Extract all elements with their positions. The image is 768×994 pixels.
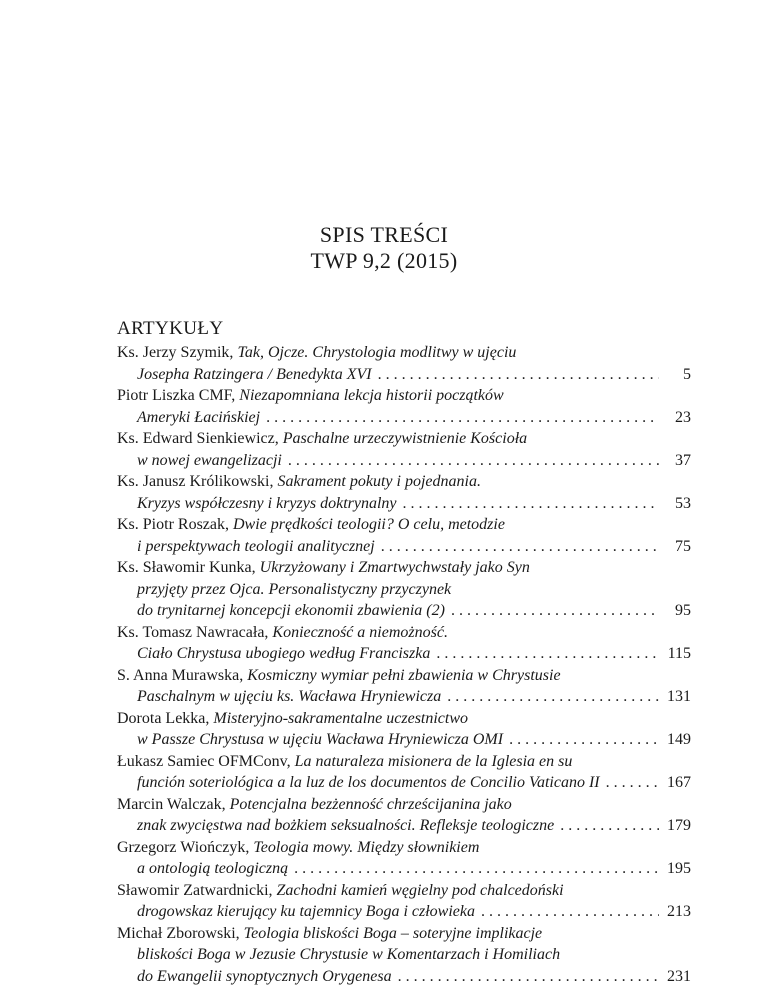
toc-entry-last-line — [117, 536, 691, 558]
title-block — [0, 222, 768, 274]
toc-entry-last-line — [117, 729, 691, 751]
toc-title: La naturaleza misionera de la Iglesia en su — [294, 752, 573, 770]
dot-leader — [451, 600, 659, 622]
toc-entry[interactable] — [117, 665, 691, 708]
toc-entry[interactable] — [117, 342, 691, 385]
toc-author: Ks. Piotr Roszak, — [117, 516, 233, 533]
toc-entry[interactable] — [117, 514, 691, 557]
toc-author: Grzegorz Wiończyk, — [117, 838, 254, 856]
toc-entry[interactable] — [117, 557, 691, 622]
page-number[interactable]: 37 — [675, 451, 691, 469]
toc-entry[interactable] — [117, 837, 691, 880]
toc-title: Paschalne urzeczywistnienie Kościoła — [282, 430, 528, 447]
toc-author: Sławomir Zatwardnicki, — [117, 881, 277, 899]
toc-entry-last-line — [117, 966, 691, 988]
toc-title-end: Ciało Chrystusa ubogiego według Franciszka — [137, 645, 431, 662]
toc-title: Ukrzyżowany i Zmartwychwstały jako Syn — [259, 559, 530, 576]
toc-entry-last-line — [117, 407, 691, 429]
toc-title-end: Ameryki Łacińskiej — [137, 408, 261, 426]
toc-title-end: Kryzys współczesny i kryzys doktrynalny — [137, 494, 397, 512]
dot-leader — [606, 772, 659, 794]
toc-author: Ks. Sławomir Kunka, — [117, 559, 260, 576]
toc-title-end: Josepha Ratzingera / Benedykta XVI — [137, 365, 372, 383]
dot-leader — [481, 901, 659, 923]
toc-author: Ks. Jerzy Szymik, — [117, 344, 238, 361]
toc-title: Zachodni kamień węgielny pod chalcedoński — [276, 881, 564, 899]
dot-leader — [560, 815, 659, 837]
toc-entry-last-line — [117, 858, 691, 880]
page-number[interactable]: 95 — [675, 602, 691, 619]
page-number[interactable]: 5 — [683, 365, 691, 383]
toc-entry-last-line — [117, 364, 691, 386]
toc-title-end: drogowskaz kierujący ku tajemnicy Boga i człowieka — [137, 903, 475, 920]
toc-entry[interactable] — [117, 622, 691, 665]
toc-entry[interactable] — [117, 428, 691, 471]
toc-entry[interactable] — [117, 708, 691, 751]
page-number[interactable]: 231 — [667, 967, 691, 985]
toc-title: Niezapomniana lekcja historii początków — [239, 387, 504, 404]
toc-title: Potencjalna bezżenność chrześcijanina jako — [229, 795, 512, 813]
page-number[interactable]: 167 — [667, 774, 691, 791]
toc-entry-first-line — [117, 514, 691, 536]
toc-entry[interactable] — [117, 923, 691, 988]
toc-entry-first-line — [117, 751, 691, 773]
table-of-contents — [117, 342, 691, 987]
toc-title-end: znak zwycięstwa nad bożkiem seksualności. Refleksje teologiczne — [137, 817, 555, 834]
dot-leader — [398, 966, 659, 988]
page-number[interactable]: 131 — [667, 688, 691, 705]
toc-entry-first-line — [117, 622, 691, 644]
toc-title: Dwie prędkości teologii? O celu, metodzie — [233, 516, 505, 533]
toc-entry-first-line — [117, 342, 691, 364]
toc-title-end: w Passze Chrystusa w ujęciu Wacława Hryniewicza OMI — [137, 731, 504, 748]
toc-title-end: do trynitarnej koncepcji ekonomii zbawienia (2) — [137, 602, 445, 619]
page-number[interactable]: 213 — [667, 903, 691, 920]
dot-leader — [288, 450, 659, 472]
page-title: SPIS TREŚCI — [319, 222, 449, 247]
toc-entry-last-line — [117, 772, 691, 794]
dot-leader — [294, 858, 659, 880]
toc-entry-first-line — [117, 665, 691, 687]
toc-author: Marcin Walczak, — [117, 795, 230, 813]
toc-entry-first-line — [117, 880, 691, 902]
page-number[interactable]: 115 — [667, 645, 691, 662]
toc-title-continuation: bliskości Boga w Jezusie Chrystusie w Komentarzach i Homiliach — [137, 946, 561, 963]
toc-author: Piotr Liszka CMF, — [117, 387, 240, 404]
toc-author: Ks. Janusz Królikowski, — [117, 473, 278, 490]
dot-leader — [378, 364, 659, 386]
toc-entry-first-line — [117, 428, 691, 450]
toc-entry[interactable] — [117, 751, 691, 794]
toc-title: Konieczność a niemożność. — [272, 623, 448, 641]
toc-entry[interactable] — [117, 880, 691, 923]
page-number[interactable]: 23 — [675, 408, 691, 426]
toc-title: Teologia mowy. Między słownikiem — [253, 838, 480, 856]
toc-entry-last-line — [117, 493, 691, 515]
toc-author: Łukasz Samiec OFMConv, — [117, 752, 295, 770]
page-number[interactable]: 149 — [667, 731, 691, 748]
dot-leader — [436, 643, 659, 665]
toc-title-end: función soteriológica a la luz de los documentos de Concilio Vaticano II — [137, 774, 600, 791]
toc-entry[interactable] — [117, 794, 691, 837]
toc-author: Ks. Tomasz Nawracała, — [117, 623, 273, 641]
toc-title: Tak, Ojcze. Chrystologia modlitwy w ujęciu — [237, 344, 517, 361]
page-number[interactable]: 53 — [675, 494, 691, 512]
page-number[interactable]: 195 — [667, 860, 691, 877]
toc-title: Kosmiczny wymiar pełni zbawienia w Chrystusie — [247, 666, 561, 684]
toc-entry-first-line — [117, 471, 691, 493]
toc-title-end: w nowej ewangelizacji — [137, 451, 282, 469]
toc-entry-last-line — [117, 686, 691, 708]
dot-leader — [403, 493, 659, 515]
page-number[interactable]: 75 — [675, 537, 691, 555]
dot-leader — [447, 686, 659, 708]
toc-title-end: do Ewangelii synoptycznych Orygenesa — [137, 967, 392, 985]
section-heading: ARTYKUŁY — [117, 318, 224, 339]
toc-entry-last-line — [117, 450, 691, 472]
toc-entry-first-line — [117, 385, 691, 407]
toc-entry-first-line — [117, 557, 691, 579]
toc-entry-first-line — [117, 708, 691, 730]
toc-title-end: Paschalnym w ujęciu ks. Wacława Hryniewicza — [137, 688, 442, 705]
toc-title-end: i perspektywach teologii analitycznej — [137, 537, 375, 555]
toc-entry-last-line — [117, 600, 691, 622]
toc-title-continuation: przyjęty przez Ojca. Personalistyczny przyczynek — [137, 580, 452, 598]
toc-author: Dorota Lekka, — [117, 709, 214, 727]
toc-entry[interactable] — [117, 471, 691, 514]
toc-entry-first-line — [117, 923, 691, 945]
toc-author: Ks. Edward Sienkiewicz, — [117, 430, 283, 447]
toc-entry[interactable] — [117, 385, 691, 428]
toc-entry-last-line — [117, 901, 691, 923]
toc-author: S. Anna Murawska, — [117, 666, 248, 684]
toc-title: Misteryjno-sakramentalne uczestnictwo — [213, 709, 469, 727]
toc-entry-first-line — [117, 794, 691, 816]
dot-leader — [381, 536, 659, 558]
dot-leader — [266, 407, 659, 429]
toc-title: Teologia bliskości Boga – soteryjne implikacje — [243, 924, 543, 942]
toc-author: Michał Zborowski, — [117, 924, 244, 942]
toc-entry-last-line — [117, 815, 691, 837]
dot-leader — [509, 729, 659, 751]
toc-entry-first-line — [117, 837, 691, 859]
toc-entry-last-line — [117, 643, 691, 665]
toc-title-end: a ontologią teologiczną — [137, 860, 289, 877]
page-subtitle: TWP 9,2 (2015) — [310, 248, 458, 273]
page-number[interactable]: 179 — [667, 817, 691, 834]
toc-title: Sakrament pokuty i pojednania. — [277, 473, 481, 490]
